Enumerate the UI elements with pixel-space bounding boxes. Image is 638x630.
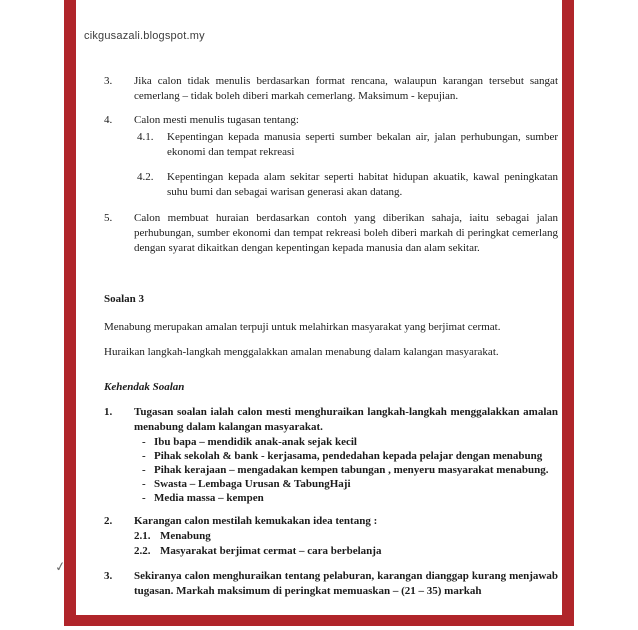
item-text: Sekiranya calon menghuraikan tentang pelaburan, karangan dianggap kurang menjawab tugasan. Markah maksimum di peringkat memuaskan – (21 – 35) markah (134, 570, 558, 597)
item-text: Kepentingan kepada manusia seperti sumber bekalan air, jalan perhubungan, sumber ekonomi dan tempat rekreasi (167, 131, 558, 158)
blog-watermark: cikgusazali.blogspot.my (84, 30, 205, 42)
item-text: Tugasan soalan ialah calon mesti menghuraikan langkah-langkah menggalakkan amalan menabung dalam kalangan masyarakat. (134, 406, 558, 433)
bullet-item (134, 491, 558, 505)
item-number: 3. (104, 75, 113, 87)
dash-bullet: - (142, 464, 146, 476)
list-item (104, 113, 558, 128)
list-item (104, 514, 558, 559)
bullet-text: Ibu bapa – mendidik anak-anak sejak kecil (154, 436, 357, 448)
list-subitem (137, 130, 558, 160)
page-border-left (64, 0, 76, 626)
section-title: Kehendak Soalan (104, 381, 185, 393)
item-text: Menabung (160, 530, 211, 542)
bullet-item (134, 477, 558, 491)
document-content (104, 74, 558, 599)
item-body (134, 405, 558, 505)
item-number: 4.1. (137, 131, 154, 143)
item-body (134, 514, 558, 559)
item-text: Jika calon tidak menulis berdasarkan format rencana, walaupun karangan tersebut sangat cemerlang – tidak boleh diberi markah cemerlang. Maksimum - kepujian. (134, 75, 558, 102)
bullet-item (134, 449, 558, 463)
page-border-bottom (64, 615, 574, 626)
bullet-item (134, 463, 558, 477)
sub-point (134, 544, 558, 559)
dash-bullet: - (142, 436, 146, 448)
bullet-item (134, 435, 558, 449)
bullet-text: Pihak kerajaan – mengadakan kempen tabungan , menyeru masyarakat menabung. (154, 464, 549, 476)
dash-bullet: - (142, 478, 146, 490)
bullet-text: Pihak sekolah & bank - kerjasama, pendedahan kepada pelajar dengan menabung (154, 450, 543, 462)
item-number: 2.1. (134, 530, 151, 542)
list-item (104, 405, 558, 505)
list-item (104, 211, 558, 256)
item-number: 4.2. (137, 171, 154, 183)
sub-point (134, 529, 558, 544)
item-number: 1. (104, 406, 113, 418)
pencil-tick-mark: ✓ (53, 559, 68, 576)
item-number: 3. (104, 570, 113, 582)
item-number: 4. (104, 114, 113, 126)
bullet-text: Media massa – kempen (154, 492, 264, 504)
bullet-text: Swasta – Lembaga Urusan & TabungHaji (154, 478, 351, 490)
dash-bullet: - (142, 492, 146, 504)
list-item (104, 74, 558, 104)
item-text: Calon membuat huraian berdasarkan contoh yang diberikan sahaja, iaitu sebagai jalan perhubungan, sumber ekonomi dan tempat rekreasi boleh diberi markah di peringkat cemerlang dengan syarat dikaitkan dengan kepentingan kepada manusia dan alam sekitar. (134, 212, 558, 254)
section-title: Soalan 3 (104, 293, 145, 305)
question-task: Huraikan langkah-langkah menggalakkan amalan menabung dalam kalangan masyarakat. (104, 346, 499, 358)
item-text: Calon mesti menulis tugasan tentang: (134, 114, 299, 126)
item-text: Kepentingan kepada alam sekitar seperti habitat hidupan akuatik, kawal peningkatan suhu bumi dan sebagai warisan generasi akan datang. (167, 171, 558, 198)
item-number: 2.2. (134, 545, 151, 557)
list-item (104, 569, 558, 599)
question-statement: Menabung merupakan amalan terpuji untuk melahirkan masyarakat yang berjimat cermat. (104, 321, 501, 333)
list-subitem (137, 170, 558, 200)
page-border-right (562, 0, 574, 626)
item-text: Masyarakat berjimat cermat – cara berbelanja (160, 545, 382, 557)
item-number: 5. (104, 212, 113, 224)
item-number: 2. (104, 515, 113, 527)
item-text: Karangan calon mestilah kemukakan idea tentang : (134, 515, 378, 527)
dash-bullet: - (142, 450, 146, 462)
